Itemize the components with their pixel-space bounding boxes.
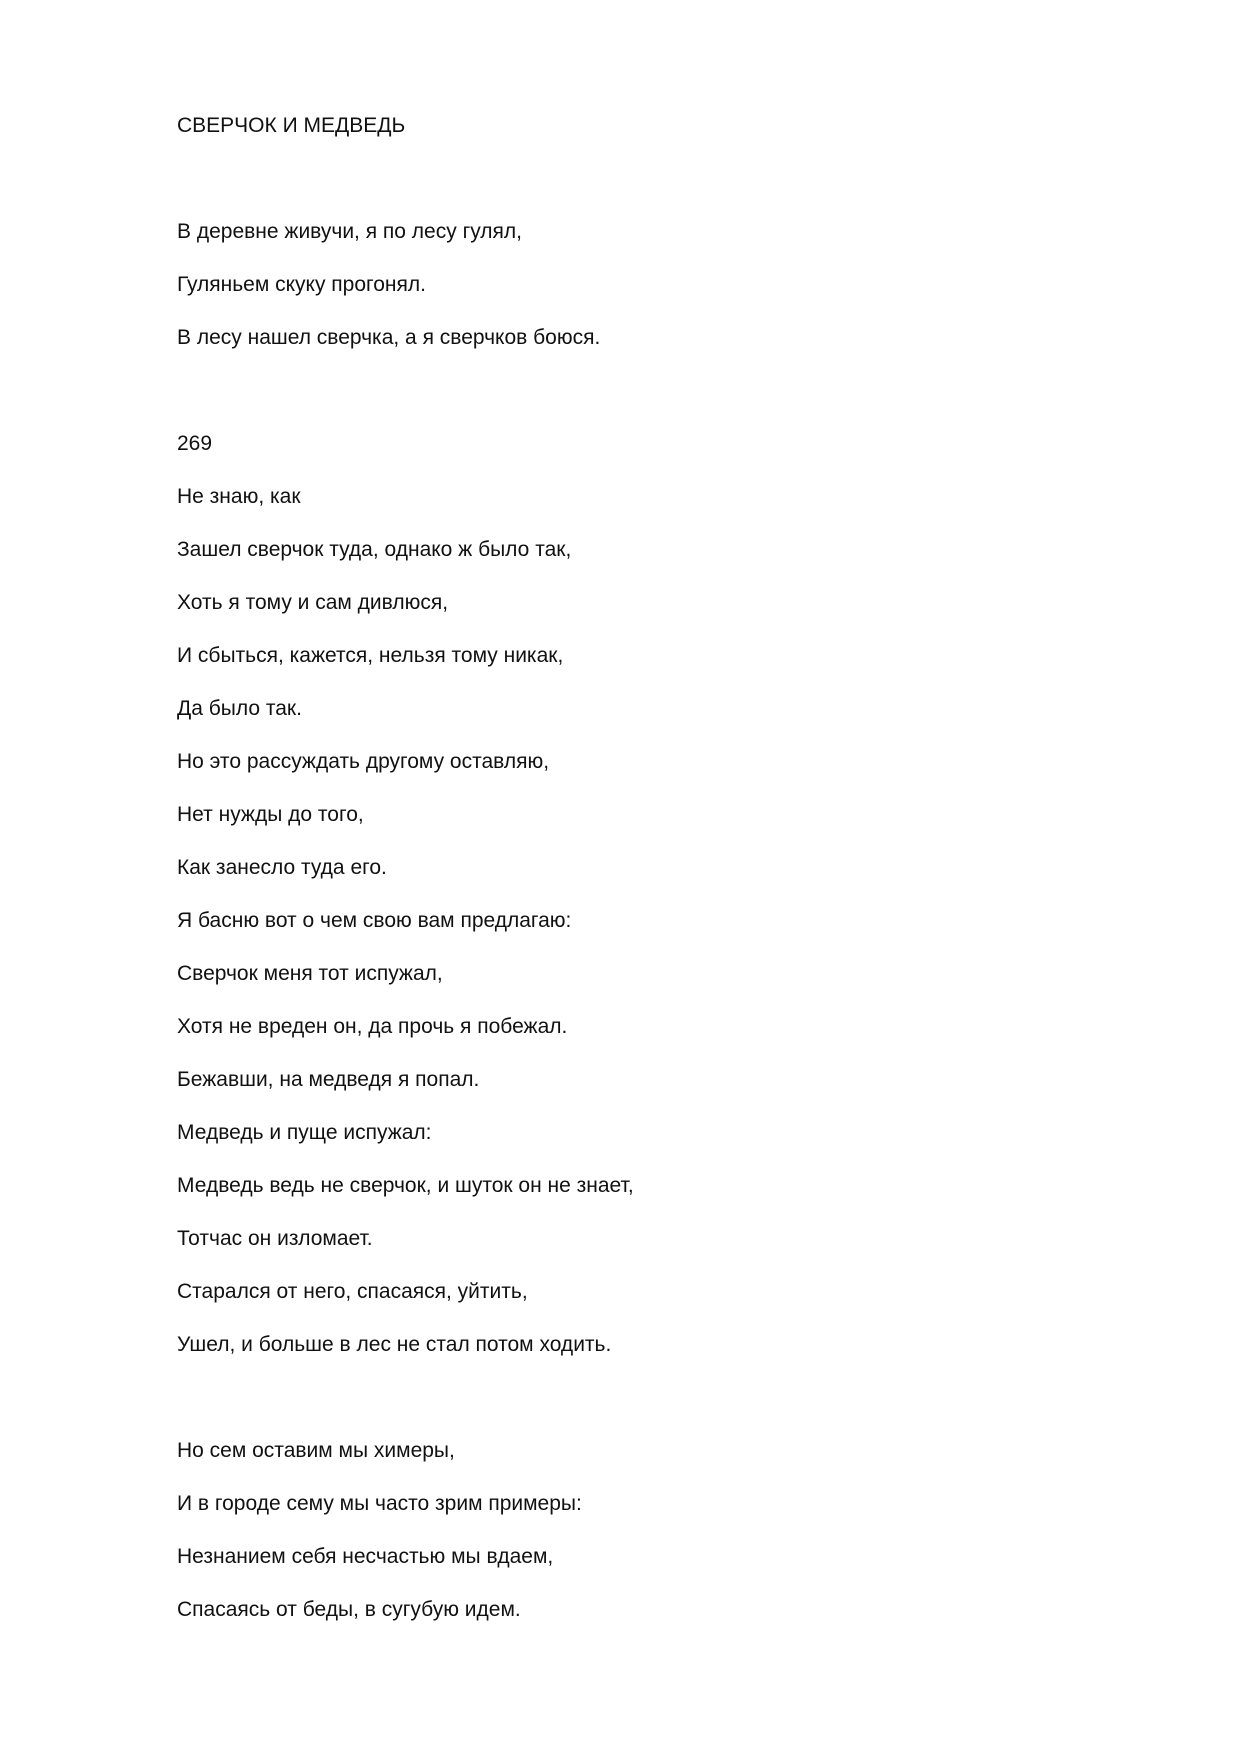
poem-line: Но это рассуждать другому оставляю, [177, 750, 550, 773]
poem-line: Не знаю, как [177, 485, 301, 508]
poem-line: И в городе сему мы часто зрим примеры: [177, 1492, 582, 1515]
poem-line: Старался от него, спасаяся, уйтить, [177, 1280, 528, 1303]
poem-line: Бежавши, на медведя я попал. [177, 1068, 480, 1091]
poem-line: Как занесло туда его. [177, 856, 387, 879]
poem-line: Сверчок меня тот испужал, [177, 962, 443, 985]
poem-line: Нет нужды до того, [177, 803, 364, 826]
poem-line: Тотчас он изломает. [177, 1227, 373, 1250]
poem-line: И сбыться, кажется, нельзя тому никак, [177, 644, 564, 667]
stanza-1 [177, 219, 1177, 351]
poem-line: Спасаясь от беды, в сугубую идем. [177, 1598, 521, 1621]
poem-line: Незнанием себя несчастью мы вдаем, [177, 1545, 554, 1568]
page-number: 269 [177, 432, 213, 455]
poem-line: Но сем оставим мы химеры, [177, 1439, 455, 1462]
poem-line: Я басню вот о чем свою вам предлагаю: [177, 909, 572, 932]
poem-line: Да было так. [177, 697, 302, 720]
poem-body [177, 113, 1177, 1650]
poem-line: Гуляньем скуку прогонял. [177, 273, 426, 296]
poem-line: В деревне живучи, я по лесу гулял, [177, 220, 522, 243]
poem-line: Зашел сверчок туда, однако ж было так, [177, 538, 572, 561]
poem-line: Ушел, и больше в лес не стал потом ходить. [177, 1333, 612, 1356]
stanza-3 [177, 1438, 1177, 1623]
poem-line: Медведь ведь не сверчок, и шуток он не знает, [177, 1174, 634, 1197]
poem-line: Медведь и пуще испужал: [177, 1121, 432, 1144]
poem-title: СВЕРЧОК И МЕДВЕДЬ [177, 114, 406, 137]
poem-line: Хоть я тому и сам дивлюся, [177, 591, 449, 614]
poem-line: В лесу нашел сверчка, а я сверчков боюся. [177, 326, 601, 349]
stanza-2 [177, 484, 1177, 1358]
poem-line: Хотя не вреден он, да прочь я побежал. [177, 1015, 568, 1038]
